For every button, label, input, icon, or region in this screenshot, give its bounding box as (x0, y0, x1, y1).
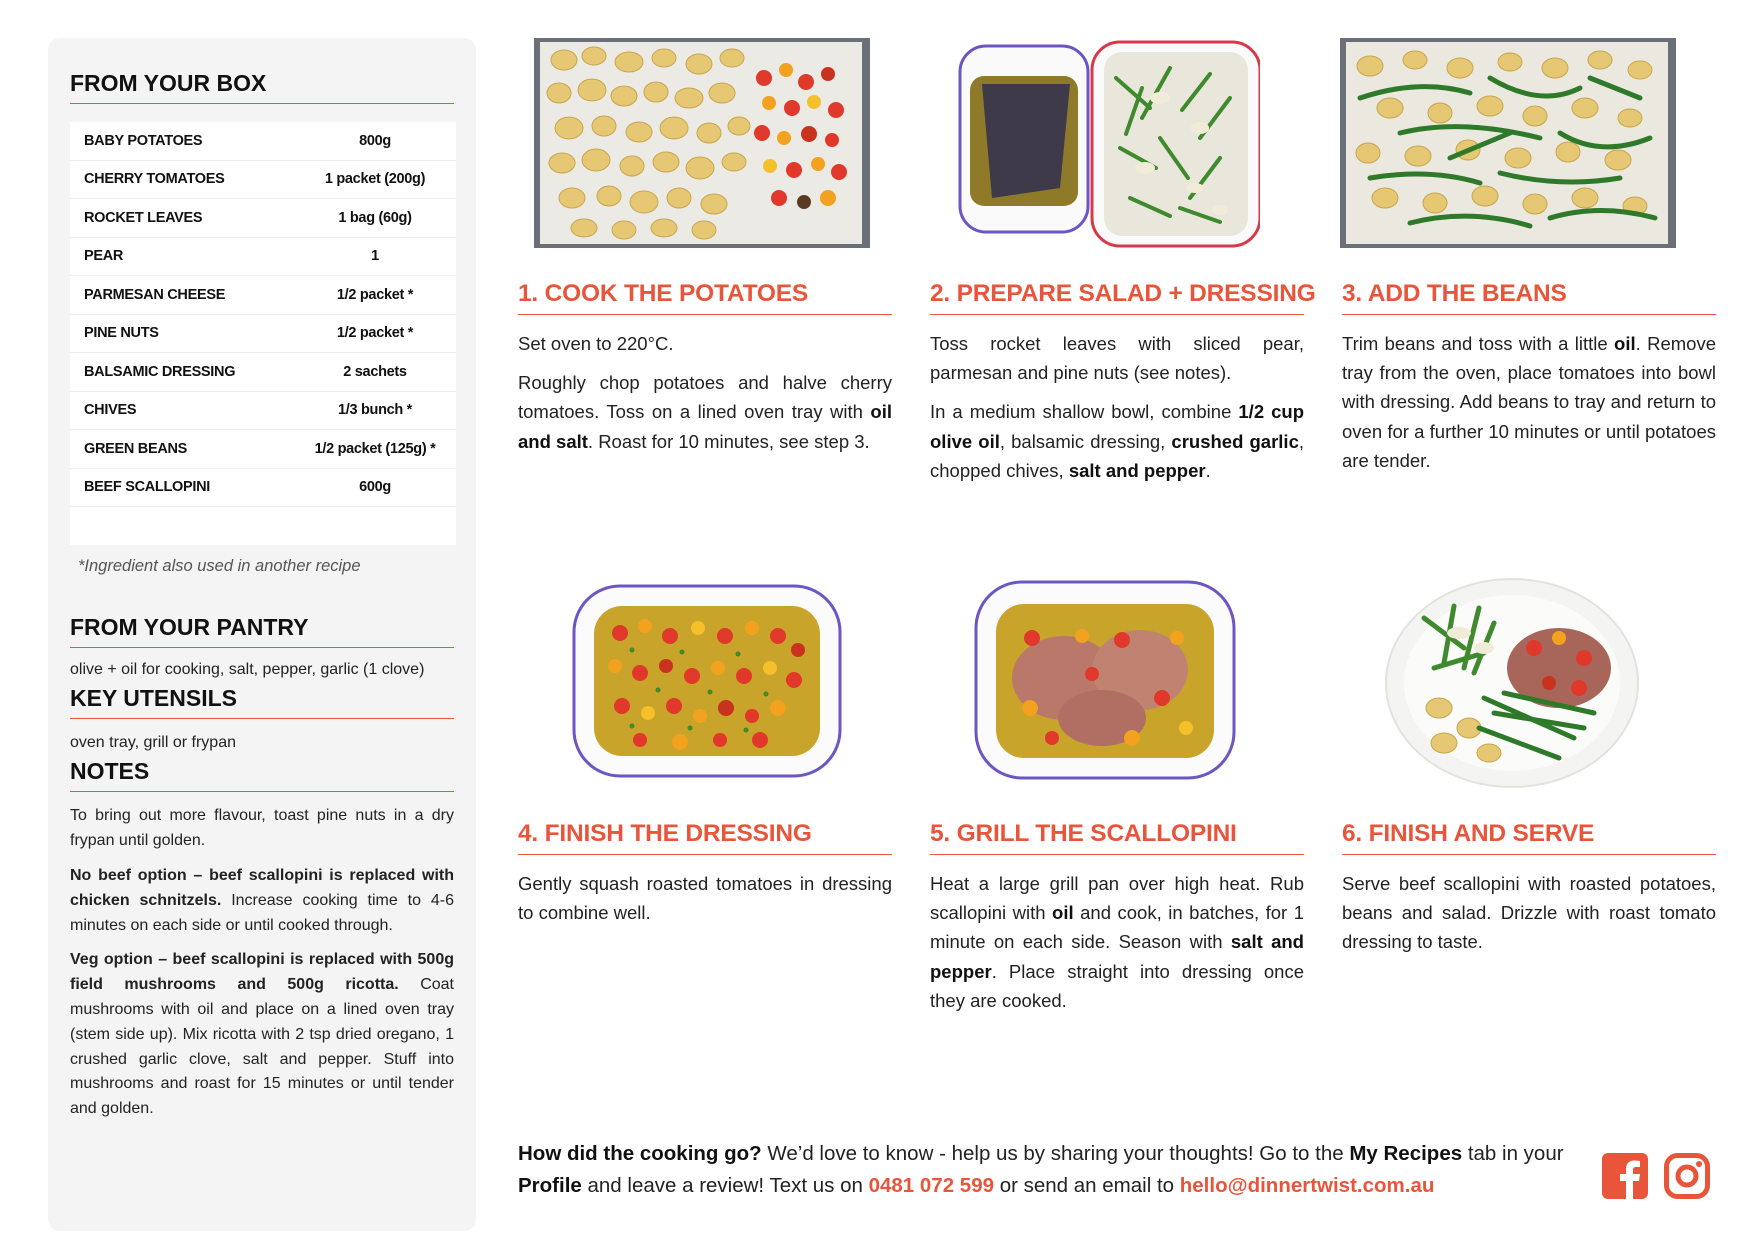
ingredient-name: BABY POTATOES (84, 132, 203, 149)
note-veg-text: Coat mushrooms with oil and place on a lined oven tray (stem side up). Mix ricotta with 2 tsp dried oregano, 1 crushed garlic clove, salt and pepper. Stuff into mushrooms and roast for 15 minutes or until tender and golden. (70, 976, 454, 1118)
step-1-paragraph (518, 329, 892, 358)
step-2-paragraph (930, 397, 1304, 485)
ingredient-name: BALSAMIC DRESSING (84, 363, 236, 380)
text: , chopped chives, (930, 430, 1305, 481)
step-6-title: 6. FINISH AND SERVE (1342, 820, 1716, 855)
ingredient-name: PARMESAN CHEESE (84, 286, 226, 303)
potatoes-and-beans-on-tray (1340, 38, 1676, 248)
step-2 (930, 280, 1316, 485)
my-recipes-label: My Recipes (1349, 1142, 1463, 1165)
text: . Roast for 10 minutes, see step 3. (587, 430, 870, 452)
text: or send an email to (994, 1173, 1180, 1197)
step-6-instructions (1342, 869, 1716, 957)
step-4 (518, 820, 892, 927)
ingredient-qty: 2 sachets (343, 363, 407, 380)
dressing-bowl-and-salad-dish (920, 38, 1260, 248)
step-5-paragraph (930, 869, 1304, 1015)
ingredient-qty: 1/2 packet * (336, 286, 414, 303)
ingredient-table (70, 122, 456, 545)
ingredient-qty: 1 (371, 248, 379, 265)
bold-ingredient: salt and pepper (1068, 459, 1206, 481)
ingredient-qty: 1/2 packet (125g) * (314, 440, 436, 457)
step-3-instructions (1342, 329, 1716, 475)
ingredient-row (70, 199, 456, 238)
text: . Place straight into dressing once they are cooked. (930, 960, 1304, 1011)
note-veg-option (70, 948, 454, 1122)
step-4-title: 4. FINISH THE DRESSING (518, 820, 892, 855)
ingredient-qty: 1/2 packet * (336, 325, 414, 342)
ingredient-name: PEAR (84, 248, 124, 265)
scallopini-in-dressing-dish (972, 578, 1238, 788)
step-5-title: 5. GRILL THE SCALLOPINI (930, 820, 1304, 855)
tomato-dressing-dish (570, 578, 846, 788)
plated-beef-salad-potatoes-beans (1384, 578, 1640, 788)
text: Toss rocket leaves with sliced pear, parmesan and pine nuts (see notes). (930, 333, 1304, 384)
bold-ingredient: oil (1614, 333, 1636, 354)
text: . Remove tray from the oven, place tomatoes into bowl with dressing. Add beans to tray and return to oven for a further 10 minutes or until potatoes are tender. (1342, 333, 1717, 471)
text: Trim beans and toss with a little (1342, 333, 1615, 354)
step-2-title: 2. PREPARE SALAD + DRESSING (930, 280, 1304, 315)
text: Gently squash roasted tomatoes in dressing to combine well. (518, 873, 892, 924)
ingredient-qty: 1/3 bunch * (337, 402, 413, 419)
ingredients-sidebar (48, 38, 476, 1231)
ingredient-name: BEEF SCALLOPINI (84, 479, 211, 496)
text: Serve beef scallopini with roasted potatoes, beans and salad. Drizzle with roast tomato dressing to taste. (1342, 873, 1716, 953)
ingredient-row (70, 276, 456, 315)
text: We’d love to know - help us by sharing your thoughts! Go to the (761, 1142, 1350, 1165)
text: and cook, in batches, for 1 minute on each side. Season with (930, 902, 1304, 953)
note-no-beef-text: Increase cooking time to 4-6 minutes on each side or until cooked through. (70, 891, 454, 934)
ingredient-row (70, 392, 456, 431)
step-6 (1342, 820, 1716, 957)
step-3 (1342, 280, 1716, 475)
ingredient-row (70, 315, 456, 354)
step-3-title: 3. ADD THE BEANS (1342, 280, 1716, 315)
text: and leave a review! Text us on (581, 1173, 869, 1197)
step-4-paragraph (518, 869, 892, 927)
text: In a medium shallow bowl, combine (930, 401, 1239, 423)
ingredient-row (70, 469, 456, 508)
notes-heading: NOTES (70, 758, 454, 792)
key-utensils-heading: KEY UTENSILS (70, 685, 454, 719)
note-no-beef-bold: No beef option – beef scallopini is replaced with chicken schnitzels. (70, 866, 454, 909)
ingredient-qty: 600g (359, 479, 391, 496)
ingredient-name: CHERRY TOMATOES (84, 171, 225, 188)
ingredient-footnote: *Ingredient also used in another recipe (78, 557, 361, 575)
pantry-text: olive + oil for cooking, salt, pepper, garlic (1 clove) (70, 661, 425, 678)
ingredient-name: CHIVES (84, 402, 137, 419)
potatoes-and-tomatoes-on-tray (534, 38, 870, 248)
ingredient-name: ROCKET LEAVES (84, 209, 203, 226)
ingredient-qty: 1 bag (60g) (338, 209, 412, 226)
bold-ingredient: 1/2 cup olive oil (930, 401, 1305, 452)
text: tab in your (1462, 1142, 1564, 1165)
ingredient-row (70, 161, 456, 200)
email-link[interactable]: hello@dinnertwist.com.au (1179, 1173, 1435, 1197)
bold-ingredient: oil (1052, 902, 1074, 924)
utensils-text: oven tray, grill or frypan (70, 734, 236, 752)
step-1 (518, 280, 892, 456)
step-5 (930, 820, 1304, 1015)
instagram-icon[interactable] (1664, 1153, 1710, 1199)
text: Roughly chop potatoes and halve cherry tomatoes. Toss on a lined oven tray with (518, 372, 892, 423)
bold-ingredient: salt and pepper (930, 931, 1304, 982)
step-2-paragraph (930, 329, 1304, 387)
ingredient-row (70, 122, 456, 161)
ingredient-qty: 800g (359, 132, 391, 149)
feedback-question: How did the cooking go? (518, 1142, 762, 1165)
note-no-beef-option (70, 864, 454, 938)
from-your-box-heading: FROM YOUR BOX (70, 70, 454, 104)
step-1-title: 1. COOK THE POTATOES (518, 280, 892, 315)
from-your-pantry-heading: FROM YOUR PANTRY (70, 614, 454, 648)
facebook-icon[interactable] (1602, 1153, 1648, 1199)
text: . (1205, 459, 1211, 481)
ingredient-row (70, 353, 456, 392)
bold-ingredient: oil and salt (518, 401, 892, 452)
ingredient-row (70, 238, 456, 277)
note-veg-bold: Veg option – beef scallopini is replaced with 500g field mushrooms and 500g ricotta. (70, 951, 454, 994)
bold-ingredient: crushed garlic (1171, 430, 1299, 452)
step-1-paragraph (518, 368, 892, 456)
step-3-paragraph (1342, 329, 1716, 475)
ingredient-blank-row (70, 507, 456, 545)
note-toast-pine-nuts: To bring out more flavour, toast pine nuts in a dry frypan until golden. (70, 807, 454, 850)
step-1-instructions (518, 329, 892, 456)
profile-label: Profile (518, 1173, 582, 1197)
feedback-message (518, 1138, 1578, 1202)
ingredient-name: GREEN BEANS (84, 440, 188, 457)
step-4-instructions (518, 869, 892, 927)
text: , balsamic dressing, (999, 430, 1172, 452)
ingredient-name: PINE NUTS (84, 325, 159, 342)
step-2-instructions (930, 329, 1304, 485)
phone-number-link[interactable]: 0481 072 599 (868, 1173, 994, 1197)
step-5-instructions (930, 869, 1304, 1015)
ingredient-row (70, 430, 456, 469)
ingredient-qty: 1 packet (200g) (324, 171, 426, 188)
text: Set oven to 220°C. (518, 333, 674, 354)
step-6-paragraph (1342, 869, 1716, 957)
text: Heat a large grill pan over high heat. Rub scallopini with (930, 873, 1304, 924)
